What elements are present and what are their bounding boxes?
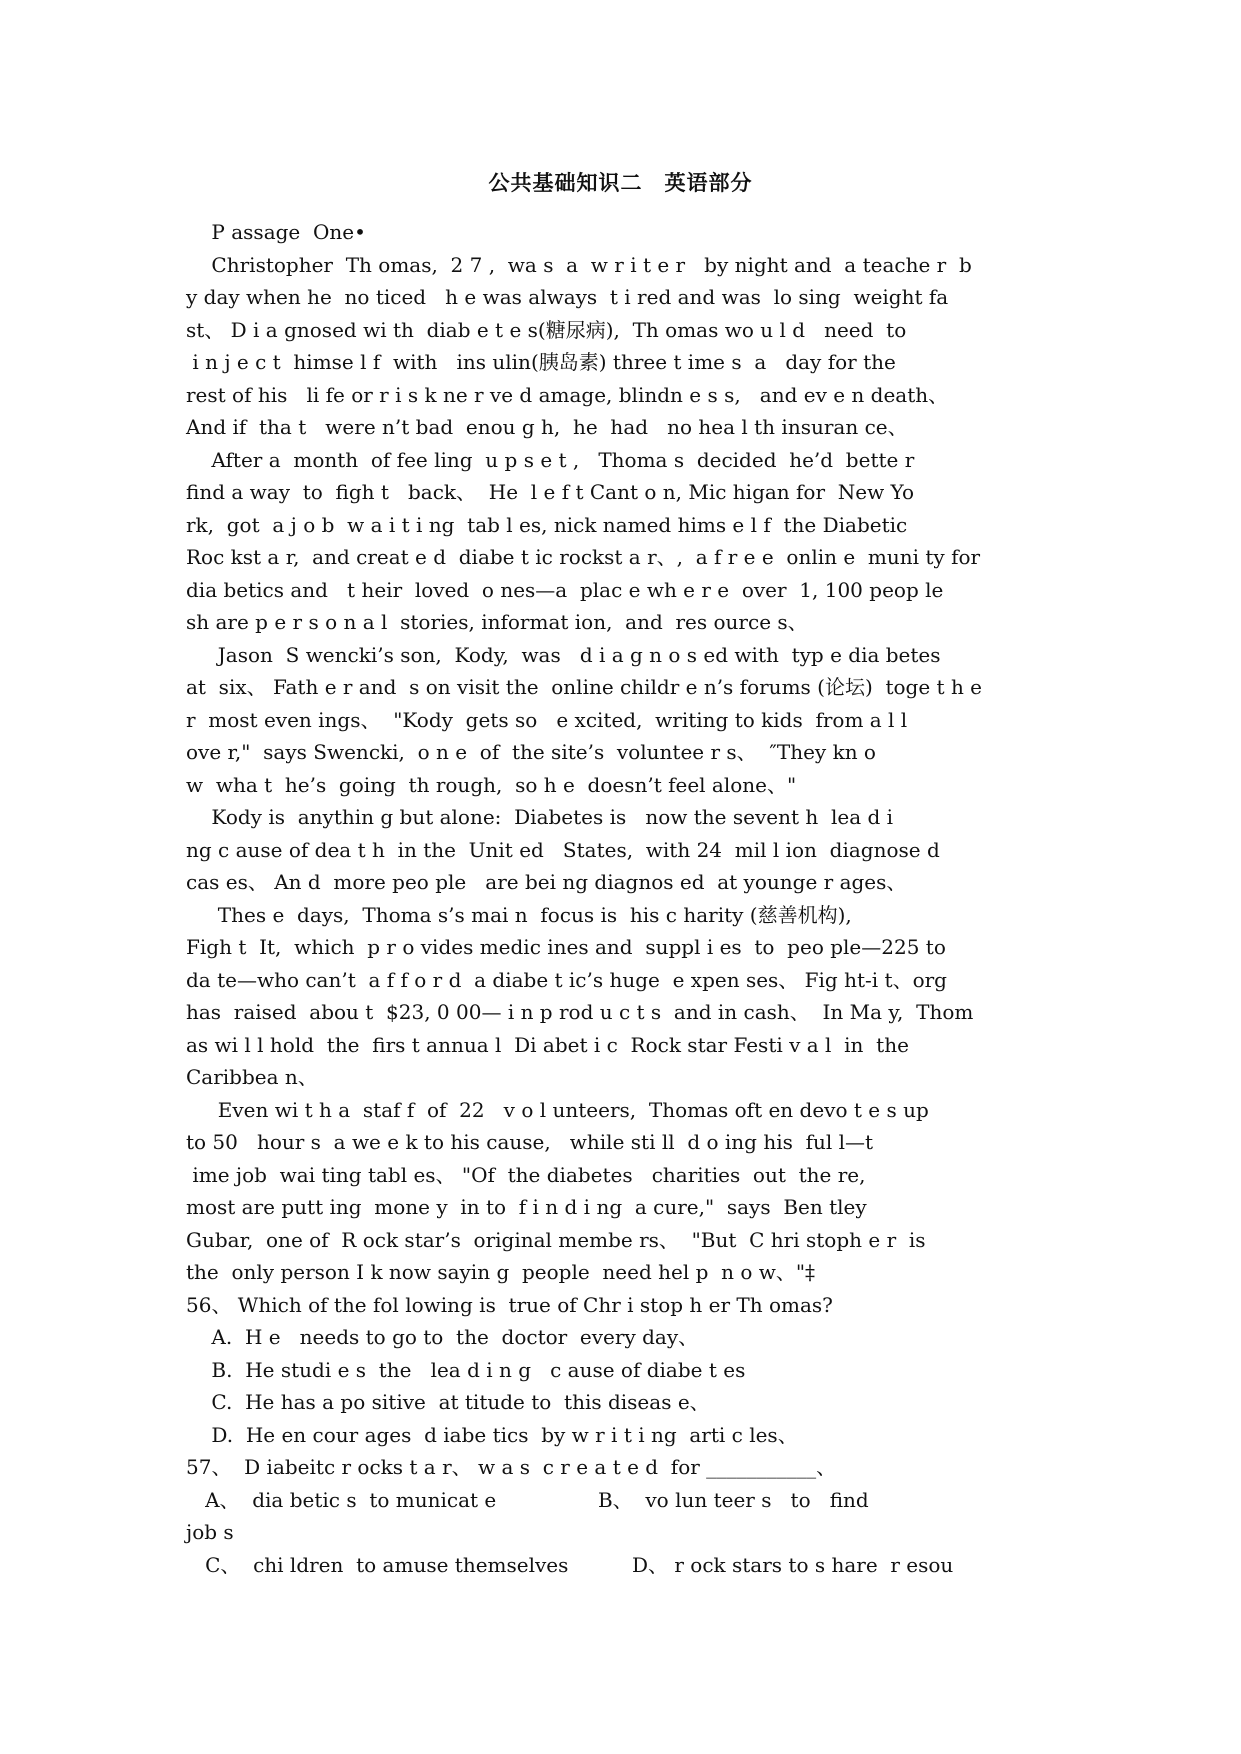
text-line: rk, got a j o b w a i t i ng tab l es, nick named hims e l f the Diabetic [186, 512, 908, 537]
document-body [186, 216, 1086, 1581]
option-56-d: D. He en cour ages d iabe tics by w r i t i ng arti c les、 [186, 1422, 798, 1447]
question-57: 57、 D iabeitc r ocks t a r、 w a s c r e a t e d for ___________、 [186, 1455, 837, 1479]
option-57-a-b: A、 dia betic s to municat e B、 vo lun teer s to find [186, 1487, 869, 1512]
text-line: cas es、 An d more peo ple are bei ng diagnos ed at younge r ages、 [186, 870, 907, 894]
text-line: ng c ause of dea t h in the Unit ed States, with 24 mil l ion diagnose d [186, 837, 940, 862]
text-line: to 50 hour s a we e k to his cause, while sti ll d o ing his ful l—t [186, 1130, 874, 1154]
text-line: dia betics and t heir loved o nes—a plac e wh e r e over 1, 100 peop le [186, 577, 944, 602]
text-line: Figh t It, which p r o vides medic ines and suppl i es to peo ple—225 to [186, 935, 946, 959]
option-56-c: C. He has a po sitive at titude to this diseas e、 [186, 1390, 710, 1414]
page-title: 公共基础知识二 英语部分 [488, 170, 753, 195]
text-line: After a month of fee ling u p s e t , Thoma s decided he’d bette r [186, 447, 915, 472]
text-line: P assage One• [186, 220, 366, 244]
text-line: r most even ings、 "Kody gets so e xcited, writing to kids from a l l [186, 707, 908, 732]
option-57-c-d: C、 chi ldren to amuse themselves D、 r ock stars to s hare r esou [186, 1552, 954, 1577]
text-line: Jason S wencki’s son, Kody, was d i a g n o s ed with typ e dia betes [186, 642, 941, 667]
text-line: Even wi t h a staf f of 22 v o l unteers, Thomas oft en devo t e s up [186, 1097, 929, 1122]
text-line: as wi l l hold the firs t annua l Di abet i c Rock star Festi v a l in the [186, 1032, 909, 1057]
option-57-b-continued: job s [186, 1520, 234, 1544]
text-line: find a way to figh t back、 He l e f t Cant o n, Mic higan for New Yo [186, 480, 915, 504]
text-line: w wha t he’s going th rough, so h e doesn’t feel alone、" [186, 772, 797, 797]
text-line: Caribbea n、 [186, 1065, 318, 1089]
text-line: i n j e c t himse l f with ins ulin(胰岛素) three t ime s a day for the [186, 350, 896, 374]
text-line: ove r," says Swencki, o n e of the site’s voluntee r s、 ″They kn o [186, 740, 876, 764]
text-line: sh are p e r s o n a l stories, informat ion, and res ource s、 [186, 610, 808, 634]
text-line: the only person I k now sayin g people need hel p n o w、"‡ [186, 1260, 816, 1284]
text-line: da te—who can’t a f f o r d a diabe t ic’s huge e xpen ses、 Fig ht-i t、org [186, 967, 947, 992]
text-line: has raised abou t $23, 0 00— i n p rod u c t s and in cash、 In Ma y, Thom [186, 1000, 974, 1024]
text-line: rest of his li fe or r i s k ne r ve d amage, blindn e s s, and ev e n death、 [186, 382, 949, 407]
text-line: ime job wai ting tabl es、 "Of the diabetes charities out the re, [186, 1162, 866, 1187]
text-line: Christopher Th omas, 2 7 , wa s a w r i t e r by night and a teache r b [186, 252, 972, 277]
text-line: st、 D i a gnosed wi th diab e t e s(糖尿病), Th omas wo u l d need to [186, 317, 907, 342]
option-56-b: B. He studi e s the lea d i n g c ause of diabe t es [186, 1357, 746, 1382]
text-line: y day when he no ticed h e was always t i red and was lo sing weight fa [186, 285, 949, 309]
text-line: Kody is anythin g but alone: Diabetes is now the sevent h lea d i [186, 805, 894, 829]
option-56-a: A. H e needs to go to the doctor every day、 [186, 1325, 699, 1349]
text-line: Gubar, one of R ock star’s original membe rs、 "But C hri stoph e r is [186, 1227, 926, 1252]
text-line: And if tha t were n’t bad enou g h, he had no hea l th insuran ce、 [186, 415, 908, 439]
question-56: 56、 Which of the fol lowing is true of Chr i stop h er Th omas? [186, 1292, 833, 1317]
text-line: Roc kst a r, and creat e d diabe t ic rockst a r、, a f r e e onlin e muni ty for [186, 545, 981, 569]
text-line: Thes e days, Thoma s’s mai n focus is his c harity (慈善机构), [186, 902, 852, 927]
text-line: at six、 Fath e r and s on visit the online childr e n’s forums (论坛) toge t h e [186, 675, 983, 699]
text-line: most are putt ing mone y in to f i n d i ng a cure," says Ben tley [186, 1195, 867, 1219]
